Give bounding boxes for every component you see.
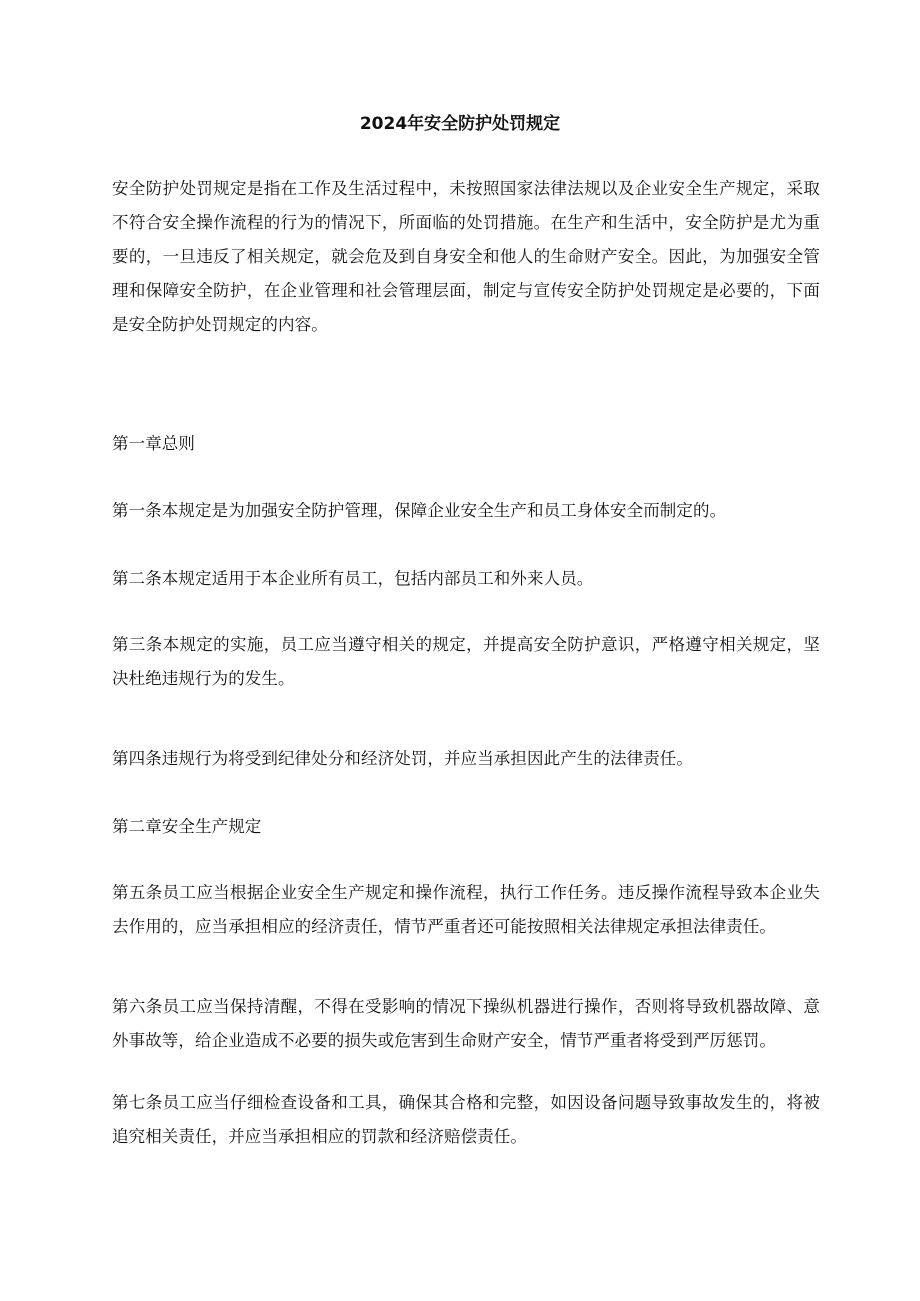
article-2: 第二条本规定适用于本企业所有员工，包括内部员工和外来人员。 bbox=[112, 569, 594, 588]
article-7: 第七条员工应当仔细检查设备和工具，确保其合格和完整，如因设备问题导致事故发生的，将被追究相关责任，并应当承担相应的罚款和经济赔偿责任。 bbox=[112, 1093, 820, 1146]
document-title: 2024年安全防护处罚规定 bbox=[359, 114, 561, 134]
article-4: 第四条违规行为将受到纪律处分和经济处罚，并应当承担因此产生的法律责任。 bbox=[112, 749, 693, 768]
article-1: 第一条本规定是为加强安全防护管理，保障企业安全生产和员工身体安全而制定的。 bbox=[112, 501, 727, 520]
article-6: 第六条员工应当保持清醒，不得在受影响的情况下操纵机器进行操作，否则将导致机器故障、意外事故等，给企业造成不必要的损失或危害到生命财产安全，情节严重者将受到严厉惩罚。 bbox=[112, 997, 820, 1050]
chapter-2-heading: 第二章安全生产规定 bbox=[112, 817, 262, 836]
article-3: 第三条本规定的实施，员工应当遵守相关的规定，并提高安全防护意识，严格遵守相关规定，坚决杜绝违规行为的发生。 bbox=[112, 635, 820, 688]
intro-paragraph: 安全防护处罚规定是指在工作及生活过程中，未按照国家法律法规以及企业安全生产规定，采取不符合安全操作流程的行为的情况下，所面临的处罚措施。在生产和生活中，安全防护是尤为重要的，一旦违反了相关规定，就会危及到自身安全和他人的生命财产安全。因此，为加强安全管理和保障安全防护，在企业管理和社会管理层面，制定与宣传安全防护处罚规定是必要的，下面是安全防护处罚规定的内容。 bbox=[112, 179, 820, 334]
chapter-1-heading: 第一章总则 bbox=[112, 434, 195, 453]
article-5: 第五条员工应当根据企业安全生产规定和操作流程，执行工作任务。违反操作流程导致本企业失去作用的，应当承担相应的经济责任，情节严重者还可能按照相关法律规定承担法律责任。 bbox=[112, 883, 820, 936]
